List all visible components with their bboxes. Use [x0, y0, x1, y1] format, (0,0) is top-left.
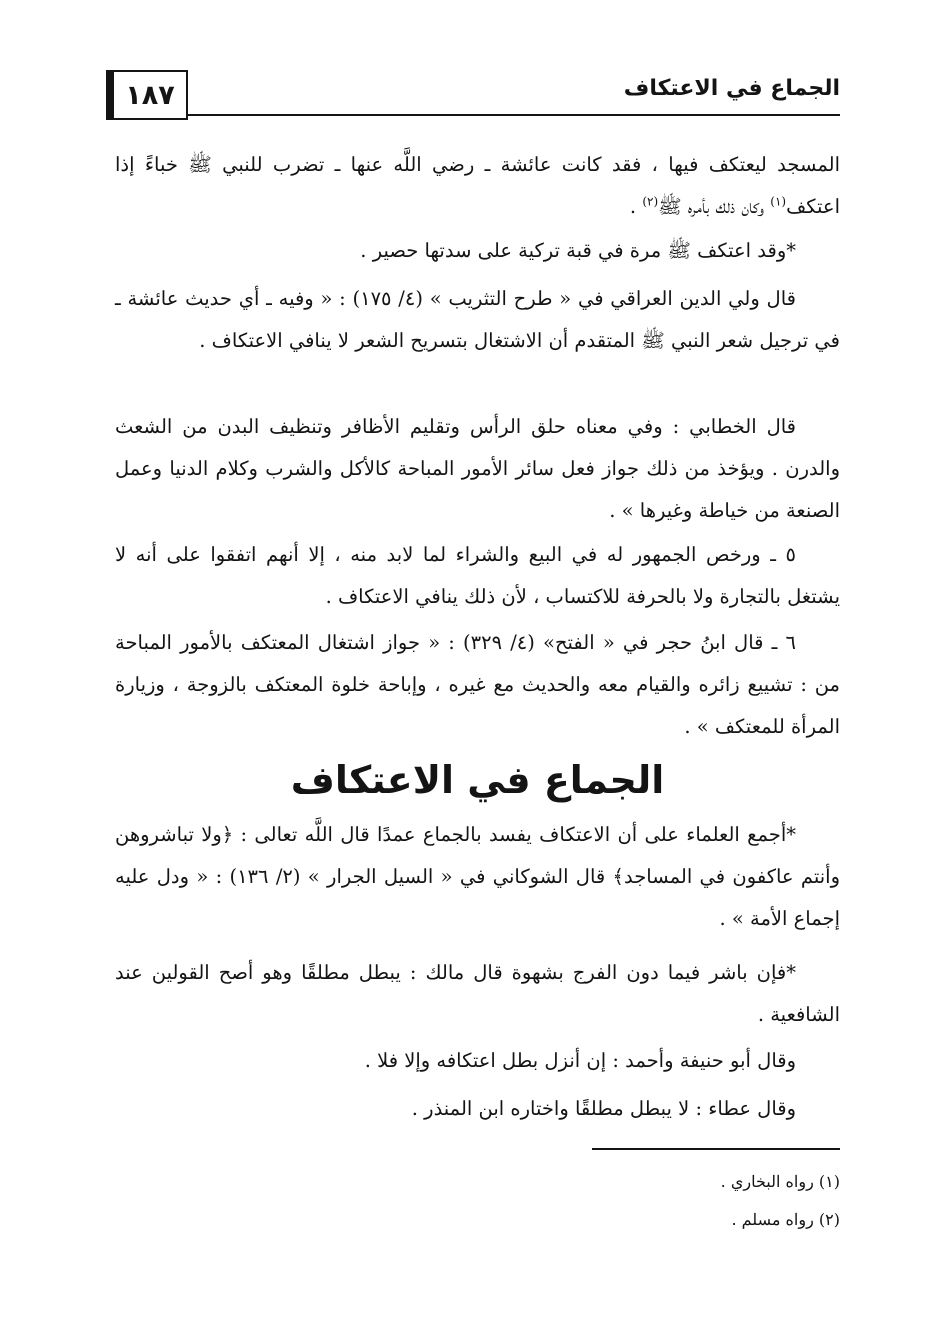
- footnote-ref-1: (١): [770, 194, 787, 209]
- paragraph-text: المسجد ليعتكف فيها ، فقد كانت عائشة ـ رضي اللَّه عنها ـ تضرب للنبي ﷺ خباءً إذا اعتكف: [115, 153, 840, 218]
- footnote-mark: (١): [818, 1172, 840, 1191]
- running-header: [112, 62, 840, 128]
- footnote-mark: (٢): [818, 1210, 840, 1229]
- paragraph-text: وقال أبو حنيفة وأحمد : إن أنزل بطل اعتكافه وإلا فلا .: [364, 1049, 796, 1072]
- paragraph-text: قال ولي الدين العراقي في « طرح التثريب » (٤/ ١٧٥) : « وفيه ـ أي حديث عائشة ـ في ترجيل شعر النبي ﷺ المتقدم أن الاشتغال بتسريح الشعر لا ينافي الاعتكاف .: [115, 287, 840, 352]
- paragraph-mubashara: [115, 952, 840, 1036]
- paragraph-opening: [115, 144, 840, 228]
- paragraph-khattabi: [115, 406, 840, 532]
- footnote-1: [400, 1170, 840, 1194]
- paragraph-end: .: [629, 195, 637, 218]
- footnote-text: رواه مسلم .: [731, 1210, 814, 1229]
- footnote-rule: [592, 1148, 840, 1150]
- paragraph-qubba: [115, 230, 840, 272]
- paragraph-text: ٥ ـ ورخص الجمهور له في البيع والشراء لما لابد منه ، إلا أنهم اتفقوا على أنه لا يشتغل بالتجارة ولا بالحرفة للاكتساب ، لأن ذلك ينافي الاعتكاف .: [115, 543, 840, 608]
- footnote-text: رواه البخاري .: [720, 1172, 814, 1191]
- paragraph-point-6: [115, 622, 840, 748]
- footnote-ref-2: (٢): [642, 194, 659, 209]
- footnote-2: [400, 1208, 840, 1232]
- running-title: الجماع في الاعتكاف: [623, 76, 840, 101]
- section-heading: الجماع في الاعتكاف: [290, 758, 665, 802]
- paragraph-iraqi: [115, 278, 840, 362]
- paragraph-ijma: [115, 814, 840, 940]
- paragraph-text: *وقد اعتكف ﷺ مرة في قبة تركية على سدتها حصير .: [360, 239, 796, 262]
- paragraph-text: *فإن باشر فيما دون الفرج بشهوة قال مالك : يبطل مطلقًا وهو أصح القولين عند الشافعية .: [115, 961, 840, 1026]
- paragraph-text: قال الخطابي : وفي معناه حلق الرأس وتقليم الأظافر وتنظيف البدن من الشعث والدرن . ويؤخذ من ذلك جواز فعل سائر الأمور المباحة كالأكل والشرب وكلام الدنيا وعمل الصنعة من خياطة وغيرها » .: [115, 415, 840, 522]
- paragraph-ata: [115, 1088, 840, 1130]
- paragraph-text: ٦ ـ قال ابنُ حجر في « الفتح» (٤/ ٣٢٩) : « جواز اشتغال المعتكف بالأمور المباحة من : تشييع زائره والقيام معه والحديث مع غيره ، وإباحة خلوة المعتكف بالزوجة ، وزيارة المرأة للمعتكف » .: [115, 631, 840, 738]
- paragraph-text: *أجمع العلماء على أن الاعتكاف يفسد بالجماع عمدًا قال اللَّه تعالى : ﴿ولا تباشروهن وأنتم عاكفون في المساجد﴾ قال الشوكاني في « السيل الجرار » (٢/ ١٣٦) : « ودل عليه إجماع الأمة » .: [115, 823, 840, 930]
- page-number: ١٨٧: [112, 70, 188, 120]
- paragraph-abu-hanifa: [115, 1040, 840, 1082]
- paragraph-text: وكان ذلك بأمره ﷺ: [658, 195, 765, 218]
- header-rule: [186, 114, 840, 116]
- paragraph-point-5: [115, 534, 840, 618]
- paragraph-text: وقال عطاء : لا يبطل مطلقًا واختاره ابن المنذر .: [411, 1097, 796, 1120]
